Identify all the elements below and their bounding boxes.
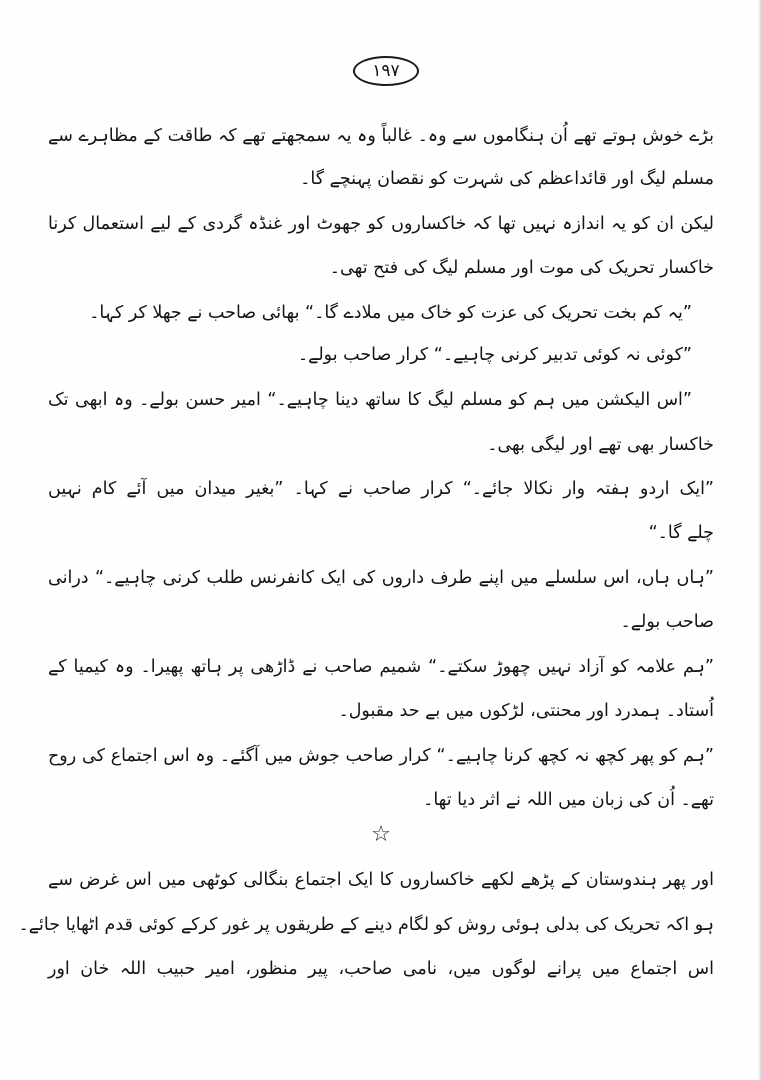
text-line: ”اس الیکشن میں ہم کو مسلم لیگ کا ساتھ دینا چاہیے۔“ امیر حسن بولے۔ وہ ابھی تک — [48, 390, 692, 410]
text-line: ”کوئی نہ کوئی تدبیر کرنی چاہیے۔“ کرار صاحب بولے۔ — [297, 345, 692, 365]
text-line: ”یہ کم بخت تحریک کی عزت کو خاک میں ملادے گا۔“ بھائی صاحب نے جھلا کر کہا۔ — [89, 303, 692, 323]
text-line: ”ہم علامہ کو آزاد نہیں چھوڑ سکتے۔“ شمیم صاحب نے ڈاڑھی پر ہاتھ پھیرا۔ وہ کیمیا کے — [48, 657, 714, 677]
text-line: صاحب بولے۔ — [620, 612, 714, 632]
text-line: اس اجتماع میں پرانے لوگوں میں، نامی صاحب، پیر منظور، امیر حبیب اللہ خان اور — [48, 959, 714, 979]
text-line: ”ایک اردو ہفتہ وار نکالا جائے۔“ کرار صاحب نے کہا۔ ”بغیر میدان میں آئے کام نہیں — [48, 479, 714, 499]
text-line: اور پھر ہندوستان کے پڑھے لکھے خاکساروں کا ایک اجتماع بنگالی کوٹھی میں اس غرض سے — [48, 870, 714, 890]
text-line: لیکن ان کو یہ اندازہ نہیں تھا کہ خاکساروں کو جھوٹ اور غنڈہ گردی کے لیے استعمال کرنا — [48, 214, 714, 234]
text-line: اُستاد۔ ہمدرد اور محنتی، لڑکوں میں بے حد مقبول۔ — [338, 701, 714, 721]
body-text — [18, 0, 714, 1080]
text-line: ہو اکہ تحریک کی بدلی ہوئی روش کو لگام دینے کے طریقوں پر غور کرکے کوئی قدم اٹھایا جائے۔ — [18, 915, 714, 935]
text-line: مسلم لیگ اور قائداعظم کی شہرت کو نقصان پہنچے گا۔ — [300, 169, 714, 189]
page-number: ۱۹۷ — [372, 61, 400, 81]
text-line: خاکسار تحریک کی موت اور مسلم لیگ کی فتح تھی۔ — [329, 258, 714, 278]
text-line: بڑے خوش ہوتے تھے اُن ہنگاموں سے وہ۔ غالباً وہ یہ سمجھتے تھے کہ طاقت کے مظاہرے سے — [48, 126, 714, 146]
text-line: ”ہاں ہاں، اس سلسلے میں اپنے طرف داروں کی ایک کانفرنس طلب کرنی چاہیے۔“ درانی — [48, 568, 714, 588]
text-line: چلے گا۔“ — [648, 523, 714, 543]
text-line: تھے۔ اُن کی زبان میں اللہ نے اثر دیا تھا۔ — [423, 790, 714, 810]
text-line: ”ہم کو پھر کچھ نہ کچھ کرنا چاہیے۔“ کرار صاحب جوش میں آگئے۔ وہ اس اجتماع کی روح — [48, 746, 714, 766]
text-line: خاکسار بھی تھے اور لیگی بھی۔ — [487, 435, 714, 455]
section-break-star-icon: ☆ — [371, 822, 391, 847]
